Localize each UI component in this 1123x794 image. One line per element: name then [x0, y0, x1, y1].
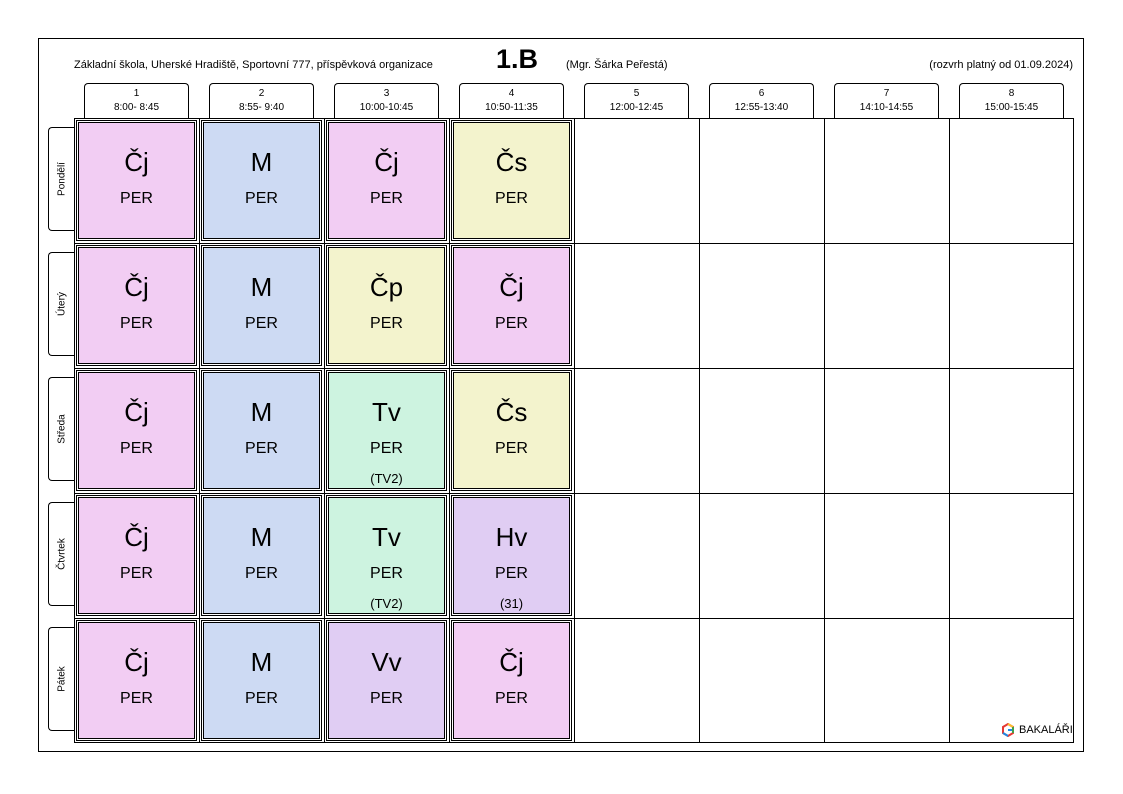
lesson-cell[interactable] — [203, 622, 320, 739]
lesson-cell[interactable] — [328, 247, 445, 364]
period-number: 2 — [258, 88, 265, 99]
lesson-cell[interactable] — [78, 372, 195, 489]
day-label-5 — [48, 627, 74, 731]
day-label-4 — [48, 502, 74, 606]
lesson-teacher: PER — [245, 190, 278, 207]
lesson-subject: Tv — [372, 397, 401, 427]
lesson-teacher: PER — [245, 690, 278, 707]
day-name: Pátek — [56, 666, 67, 692]
period-number: 8 — [1008, 88, 1015, 99]
lesson-teacher: PER — [245, 440, 278, 457]
lesson-teacher: PER — [370, 315, 403, 332]
lesson-cell[interactable] — [328, 622, 445, 739]
lesson-subject: Hv — [495, 522, 528, 552]
lesson-subject: Čj — [124, 397, 149, 427]
period-time: 10:00-10:45 — [359, 102, 414, 113]
lesson-teacher: PER — [370, 440, 403, 457]
lesson-teacher: PER — [495, 690, 528, 707]
lesson-subject: Čj — [499, 272, 524, 302]
lesson-teacher: PER — [495, 315, 528, 332]
class-teacher: (Mgr. Šárka Peřestá) — [566, 59, 668, 71]
lesson-teacher: PER — [120, 690, 153, 707]
lesson-subject: Čj — [124, 272, 149, 302]
day-name: Čtvrtek — [56, 538, 67, 570]
grid-column-divider — [949, 118, 950, 743]
lesson-teacher: PER — [120, 565, 153, 582]
lesson-teacher: PER — [120, 190, 153, 207]
day-name: Středa — [56, 414, 67, 444]
period-number: 1 — [133, 88, 140, 99]
period-number: 6 — [758, 88, 765, 99]
period-number: 5 — [633, 88, 640, 99]
lesson-cell[interactable] — [78, 247, 195, 364]
period-header-1 — [84, 83, 189, 119]
period-header-5 — [584, 83, 689, 119]
lesson-teacher: PER — [370, 565, 403, 582]
validity-note: (rozvrh platný od 01.09.2024) — [929, 59, 1073, 71]
lesson-subject: M — [250, 522, 273, 552]
lesson-subject: Čj — [374, 147, 399, 177]
period-number: 3 — [383, 88, 390, 99]
lesson-teacher: PER — [495, 440, 528, 457]
lesson-subject: Čj — [124, 147, 149, 177]
lesson-cell[interactable] — [453, 122, 570, 239]
lesson-subject: Čj — [499, 647, 524, 677]
class-name: 1.B — [496, 44, 539, 74]
lesson-cell[interactable] — [328, 497, 445, 614]
lesson-teacher: PER — [495, 190, 528, 207]
period-time: 14:10-14:55 — [859, 102, 914, 113]
day-name: Pondělí — [56, 162, 67, 196]
day-label-1 — [48, 127, 74, 231]
lesson-room: (31) — [499, 596, 524, 611]
grid-row-divider — [74, 493, 1074, 494]
lesson-subject: Čs — [495, 147, 528, 177]
lesson-cell[interactable] — [328, 122, 445, 239]
period-number: 4 — [508, 88, 515, 99]
lesson-cell[interactable] — [203, 247, 320, 364]
lesson-room: (TV2) — [370, 596, 403, 611]
grid-row-divider — [74, 243, 1074, 244]
lesson-cell[interactable] — [203, 497, 320, 614]
grid-row-divider — [74, 368, 1074, 369]
lesson-subject: Tv — [372, 522, 401, 552]
lesson-cell[interactable] — [78, 497, 195, 614]
day-label-3 — [48, 377, 74, 481]
grid-column-divider — [699, 118, 700, 743]
period-header-4 — [459, 83, 564, 119]
period-header-7 — [834, 83, 939, 119]
lesson-teacher: PER — [120, 315, 153, 332]
logo-text: BAKALÁŘI — [1019, 724, 1073, 736]
lesson-cell[interactable] — [328, 372, 445, 489]
lesson-teacher: PER — [370, 190, 403, 207]
period-header-8 — [959, 83, 1064, 119]
lesson-cell[interactable] — [203, 372, 320, 489]
lesson-teacher: PER — [120, 440, 153, 457]
lesson-teacher: PER — [245, 315, 278, 332]
grid-column-divider — [824, 118, 825, 743]
period-header-3 — [334, 83, 439, 119]
period-header-6 — [709, 83, 814, 119]
lesson-room: (TV2) — [370, 471, 403, 486]
period-time: 12:55-13:40 — [734, 102, 789, 113]
grid-column-divider — [324, 118, 325, 743]
lesson-teacher: PER — [245, 565, 278, 582]
lesson-cell[interactable] — [453, 372, 570, 489]
period-header-2 — [209, 83, 314, 119]
bakalari-logo — [1001, 723, 1073, 737]
lesson-cell[interactable] — [78, 122, 195, 239]
period-time: 12:00-12:45 — [609, 102, 664, 113]
period-time: 15:00-15:45 — [984, 102, 1039, 113]
lesson-cell[interactable] — [203, 122, 320, 239]
period-number: 7 — [883, 88, 890, 99]
lesson-subject: M — [250, 272, 273, 302]
period-time: 8:55- 9:40 — [238, 102, 285, 113]
grid-column-divider — [574, 118, 575, 743]
lesson-subject: Čp — [369, 272, 404, 302]
lesson-cell[interactable] — [453, 247, 570, 364]
lesson-subject: Čj — [124, 647, 149, 677]
lesson-teacher: PER — [370, 690, 403, 707]
period-time: 8:00- 8:45 — [113, 102, 160, 113]
lesson-cell[interactable] — [78, 622, 195, 739]
day-name: Úterý — [56, 292, 67, 316]
lesson-subject: M — [250, 397, 273, 427]
school-name: Základní škola, Uherské Hradiště, Sportovní 777, příspěvková organizace — [74, 59, 433, 71]
lesson-subject: M — [250, 647, 273, 677]
grid-row-divider — [74, 618, 1074, 619]
lesson-subject: Vv — [371, 647, 402, 677]
day-label-2 — [48, 252, 74, 356]
grid-column-divider — [199, 118, 200, 743]
grid-column-divider — [449, 118, 450, 743]
lesson-cell[interactable] — [453, 497, 570, 614]
lesson-cell[interactable] — [453, 622, 570, 739]
lesson-subject: M — [250, 147, 273, 177]
period-time: 10:50-11:35 — [485, 102, 538, 113]
lesson-subject: Čs — [495, 397, 528, 427]
lesson-subject: Čj — [124, 522, 149, 552]
bakalari-logo-icon — [1001, 723, 1015, 737]
lesson-teacher: PER — [495, 565, 528, 582]
